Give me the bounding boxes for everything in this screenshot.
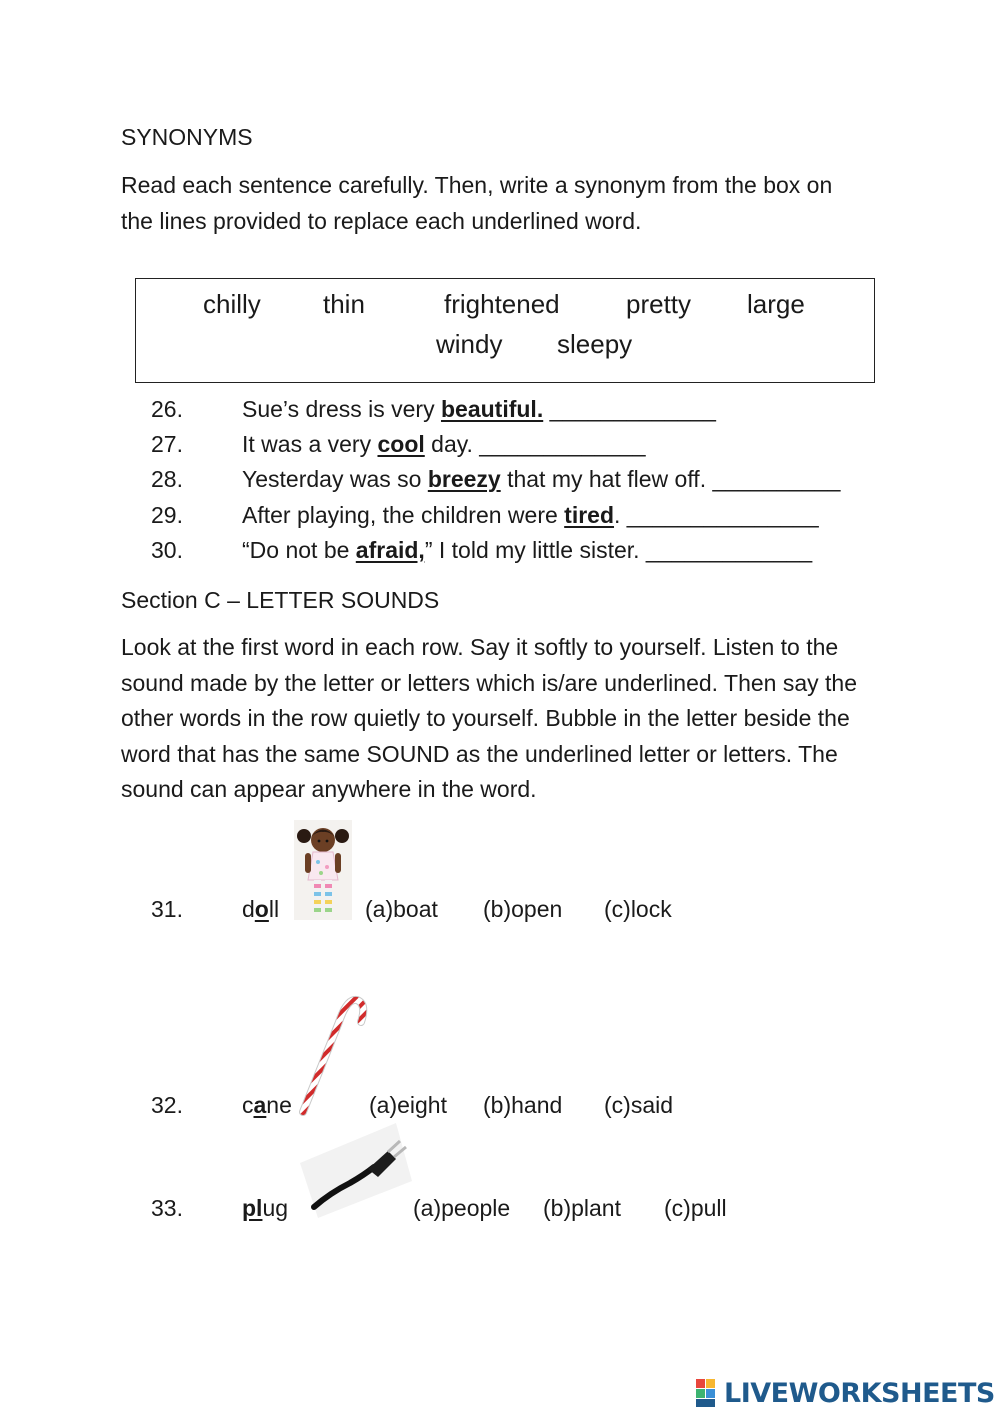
word-box-item: large [747,289,805,319]
word-box [135,278,875,383]
answer-blank[interactable]: _____________ [543,396,716,422]
underlined-word: breezy [427,466,501,492]
option-c[interactable]: (c)pull [664,1195,727,1221]
item-number: 28. [151,466,183,492]
option-c[interactable]: (c)said [604,1092,674,1118]
item-number: 32. [151,1092,183,1118]
answer-blank[interactable]: day. _____________ [424,431,646,457]
synonym-item-27 [0,426,1000,462]
item-number: 29. [151,502,183,528]
option-a[interactable]: (a)boat [365,896,438,922]
item-number: 31. [151,896,183,922]
underlined-letters: o [254,896,269,922]
word-box-item: chilly [203,289,261,319]
word-box-item: frightened [444,289,560,319]
option-a[interactable]: (a)eight [369,1092,447,1118]
answer-blank[interactable]: that my hat flew off. __________ [500,466,841,492]
item-number: 27. [151,431,183,457]
key-word: plug [242,1195,289,1221]
underlined-letters: a [253,1092,267,1118]
option-b[interactable]: (b)hand [483,1092,563,1118]
sentence: Sue’s dress is very beautiful. _____________ [242,396,716,422]
item-number: 33. [151,1195,183,1221]
section-c-title: Section C – LETTER SOUNDS [121,587,440,613]
key-word: cane [242,1092,292,1118]
key-word: doll [242,896,280,922]
logo-text: LIVEWORKSHEETS [724,1377,995,1409]
answer-blank[interactable]: . _______________ [614,502,819,528]
liveworksheets-logo [696,1376,995,1410]
sentence: “Do not be afraid,” I told my little sister. _____________ [242,537,813,563]
sentence: Yesterday was so breezy that my hat flew off. __________ [242,466,841,492]
underlined-word: afraid, [355,537,425,563]
item-number: 26. [151,396,183,422]
doll-picture [294,820,352,920]
underlined-word: tired [564,502,615,528]
synonyms-instructions: Read each sentence carefully. Then, write a synonym from the box on the lines provided to replace each underlined word. [121,172,833,234]
page-heading: SYNONYMS [121,124,253,150]
underlined-letters: pl [242,1195,263,1221]
word-box-item: pretty [626,289,692,319]
sound-item-31 [0,891,1000,927]
option-c[interactable]: (c)lock [604,896,672,922]
sentence: It was a very cool day. _____________ [242,431,646,457]
sound-item-33 [0,1190,1000,1226]
underlined-word: beautiful. [440,396,544,422]
synonym-item-28 [0,461,1000,497]
word-box-item: windy [436,329,503,359]
word-box-item: sleepy [557,329,633,359]
synonym-item-26 [0,391,1000,427]
option-a[interactable]: (a)people [413,1195,511,1221]
logo-icon [696,1379,724,1407]
option-b[interactable]: (b)plant [543,1195,621,1221]
synonym-item-30 [0,532,1000,568]
synonym-item-29 [0,497,1000,533]
item-number: 30. [151,537,183,563]
underlined-word: cool [377,431,425,457]
answer-blank[interactable]: ” I told my little sister. _____________ [424,537,813,563]
section-c-instructions: Look at the first word in each row. Say it softly to yourself. Listen to the sound made by the letter or letters which is/are underlined. Then say the other words in the row quietly to yourself. Bubble in the letter beside the word that has the same SOUND as the underlined letter or letters. The sound can appear anywhere in the word. [121,634,857,802]
sound-item-32 [0,1087,1000,1123]
option-b[interactable]: (b)open [483,896,563,922]
sentence: After playing, the children were tired. _______________ [242,502,819,528]
word-box-item: thin [323,289,365,319]
